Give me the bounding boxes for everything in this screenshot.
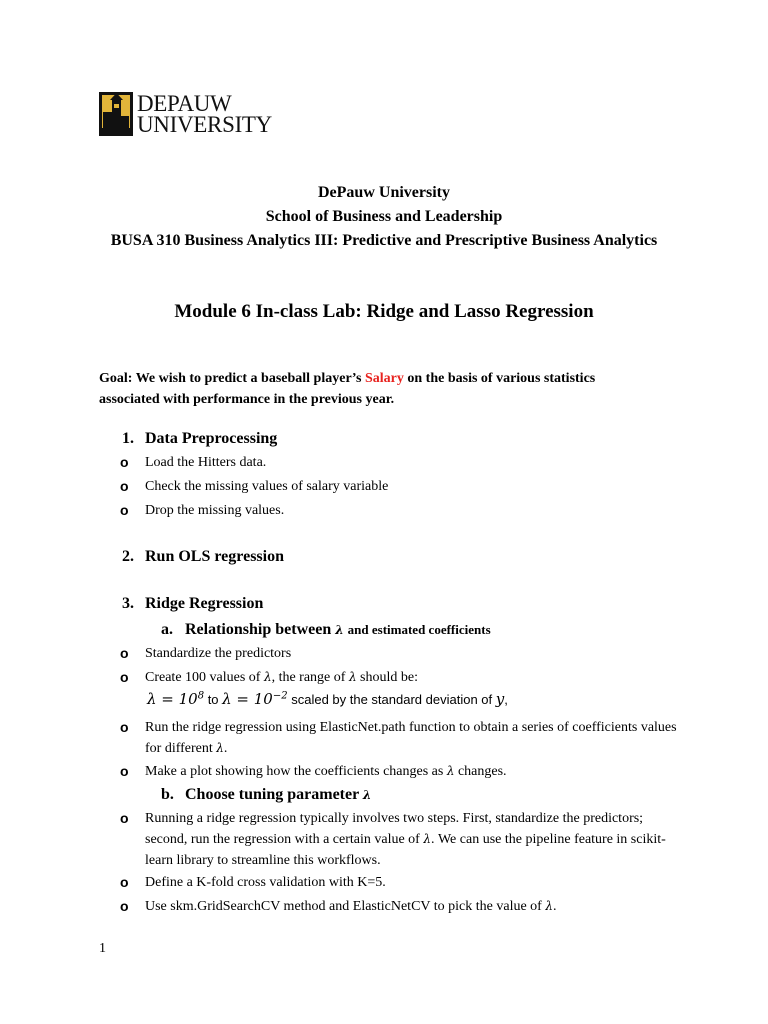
list-item [120,500,680,521]
section-title: Ridge Regression [145,595,264,612]
section-1-heading [122,430,277,448]
list-item-text: Load the Hitters data. [145,455,267,470]
list-item-text [145,761,680,782]
lambda-symbol: λ [348,670,357,684]
bullet-icon: o [120,763,129,779]
text-part: Make a plot showing how the coefficients changes as [145,764,447,779]
lambda-symbol: λ [545,899,553,913]
list-item-text: Standardize the predictors [145,646,292,661]
text-part: should be: [356,670,418,685]
bullet-icon: o [120,898,129,914]
bullet-icon: o [120,669,129,685]
bullet-icon: o [120,502,129,518]
section-3-heading [122,595,263,613]
text-part: , the range of [271,670,349,685]
list-item [120,667,680,688]
list-item [120,872,680,893]
lambda-symbol: λ [263,670,272,684]
formula-to: to [204,692,223,707]
list-item-text: Use skm.GridSearchCV method and ElasticNetCV to pick the value of λ. [145,899,557,914]
logo-wordmark [137,93,272,135]
bullet-icon: o [120,645,129,661]
formula-rhs: λ = 10 [222,690,273,708]
bullet-icon: o [120,454,129,470]
lambda-symbol: λ [446,764,455,778]
text-part: Running a ridge regression typically involves two steps. First, standardize the predictors; second, run the regression with a certain value of [145,811,644,847]
document-header [0,181,768,253]
section-title: Data Preprocessing [145,430,278,447]
list-item-text: Check the missing values of salary variable [145,479,389,494]
text-part: . We can use the pipeline feature in scikit-learn library to streamline this workflows. [145,832,666,868]
lambda-range-formula: $\lambda = 10^8$ to $\lambda = 10^{-2}$ scaled by the standard deviation of y, [147,690,508,708]
list-item-text [145,808,680,871]
bullet-icon: o [120,719,129,735]
section-number: 2. [122,548,134,565]
formula-tail: scaled by the standard deviation of [287,692,496,707]
list-item [120,761,680,782]
subsection-b-heading [161,786,371,804]
subsection-number: a. [161,621,173,638]
subsection-number: b. [161,786,174,803]
list-item-text: Define a K-fold cross validation with K=5. [145,875,386,890]
header-university: DePauw University [318,184,450,201]
page-number: 1 [99,941,106,956]
text-part: Run the ridge regression using ElasticNet.path function to obtain a series of coefficients values for different [145,720,677,756]
bullet-icon: o [120,874,129,890]
list-item [120,808,680,871]
goal-prefix: Goal: We wish to predict a baseball player’s [99,371,365,386]
subsection-title-tail: and estimated coefficients [347,622,491,637]
logo-line-1: DEPAUW [137,91,232,116]
formula-variable: y [495,690,505,708]
lambda-symbol: λ [362,788,372,802]
header-school: School of Business and Leadership [265,208,503,225]
subsection-a-heading [161,621,491,639]
section-number: 3. [122,595,134,612]
formula-exponent: −2 [272,690,288,702]
lambda-symbol: λ [335,623,344,637]
goal-suffix: on the basis of various statistics associated with performance in the previous year. [99,371,596,407]
lambda-symbol: λ [423,832,431,846]
bullet-icon: o [120,478,129,494]
subsection-title: Choose tuning parameter [185,786,359,803]
list-item [120,643,680,664]
formula-exponent: 8 [197,690,205,702]
section-number: 1. [122,430,134,447]
header-course: BUSA 310 Business Analytics III: Predictive and Prescriptive Business Analytics [110,232,658,249]
list-item [120,896,680,917]
goal-paragraph [99,368,659,410]
formula-lhs: λ = 10 [147,690,198,708]
list-item [120,476,680,497]
section-title: Run OLS regression [145,548,284,565]
goal-highlight: Salary [365,371,404,386]
page-title: Module 6 In-class Lab: Ridge and Lasso Regression [174,301,594,322]
list-item-text [145,667,680,688]
section-2-heading [122,548,284,566]
text-part: Create 100 values of [145,670,264,685]
lambda-symbol: λ [216,741,224,755]
text-part: changes. [454,764,507,779]
list-item-text: Run the ridge regression using ElasticNet.path function to obtain a series of coefficients values for different λ. [145,720,677,756]
list-item [120,452,680,473]
university-tower-icon [99,92,133,136]
list-item [120,717,680,759]
bullet-icon: o [120,810,129,826]
university-logo [99,92,272,136]
text-part: Use skm.GridSearchCV method and ElasticNetCV to pick the value of [145,899,546,914]
subsection-title: Relationship between [185,621,332,638]
logo-line-2: UNIVERSITY [137,112,272,137]
list-item-text: Drop the missing values. [145,503,285,518]
